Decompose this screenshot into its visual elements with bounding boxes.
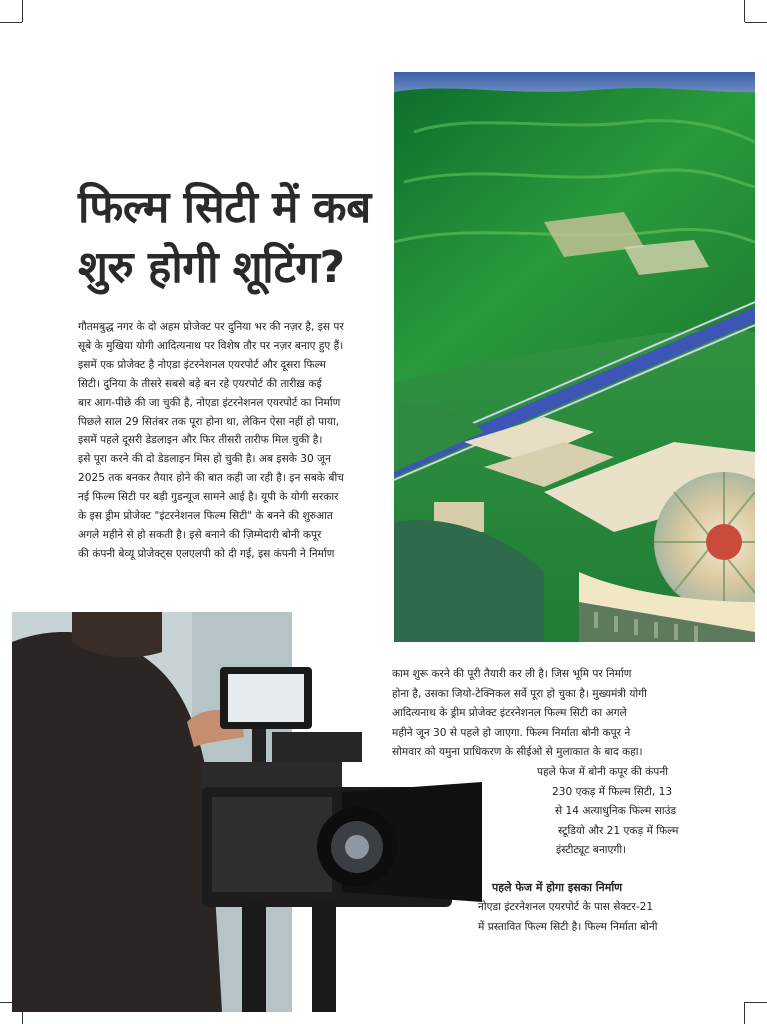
text-line: से 14 अत्याधुनिक फिल्म साउंड bbox=[555, 805, 677, 818]
text-line: महीने जून 30 से पहले हो जाएगा. फिल्म निर्माता बोनी कपूर ने bbox=[392, 726, 631, 739]
crop-mark bbox=[745, 1002, 767, 1003]
text-line: स्टूडियो और 21 एकड़ में फिल्म bbox=[558, 824, 679, 837]
aerial-film-city-image bbox=[394, 72, 755, 642]
title-line: शुरु होगी शूटिंग? bbox=[78, 242, 345, 293]
crop-mark bbox=[0, 22, 22, 23]
text-line: इसमें पहले दूसरी डेडलाइन और फिर तीसरी तारीफ मिल चुकी है। bbox=[78, 434, 323, 447]
text-line: इंस्टीट्यूट बनाएगी। bbox=[556, 844, 627, 857]
text-line: पहले फेज में बोनी कपूर की कंपनी bbox=[537, 765, 668, 778]
text-line: 2025 तक बनकर तैयार होने की बात कही जा रही है। इन सबके बीच bbox=[78, 472, 344, 485]
text-line: इसमें एक प्रोजेक्ट है नोएडा इंटरनेशनल एयरपोर्ट और दूसरा फिल्म bbox=[78, 358, 326, 371]
text-line: नई फिल्म सिटी पर बड़ी गुडन्यूज सामने आई है। यूपी के योगी सरकार bbox=[78, 491, 339, 504]
text-line: की कंपनी बेव्यू प्रोजेक्ट्स एलएलपी को दी गई, इस कंपनी ने निर्माण bbox=[78, 547, 335, 560]
article-column-3 bbox=[478, 898, 658, 937]
crop-mark bbox=[744, 1002, 745, 1024]
text-line: अगले महीने से हो सकती है। इसे बनाने की ज़िम्मेदारी बोनी कपूर bbox=[78, 528, 322, 541]
text-line: सिटी। दुनिया के तीसरे सबसे बड़े बन रहे एयरपोर्ट की तारीख़ कई bbox=[78, 377, 322, 390]
text-line: में प्रस्तावित फिल्म सिटी है। फिल्म निर्माता बोनी bbox=[478, 920, 658, 933]
text-line: नोएडा इंटरनेशनल एयरपोर्ट के पास सेक्टर-21 bbox=[478, 901, 654, 913]
text-line: सोमवार को यमुना प्राधिकरण के सीईओ से मुलाकात के बाद कहा। bbox=[392, 746, 643, 759]
text-line: 230 एकड़ में फिल्म सिटी, 13 bbox=[552, 785, 673, 798]
text-line: सूबे के मुखिया योगी आदित्यनाथ पर विशेष तौर पर नज़र बनाए हुए हैं। bbox=[78, 339, 344, 352]
article-column-2 bbox=[392, 665, 678, 861]
crop-mark bbox=[745, 22, 767, 23]
text-line: के इस ड्रीम प्रोजेक्ट "इंटरनेशनल फिल्म सिटी" के बनने की शुरुआत bbox=[78, 510, 333, 523]
text-line: पिछले साल 29 सितंबर तक पूरा होना था, लेकिन ऐसा नहीं हो पाया, bbox=[78, 415, 340, 428]
article-column-1 bbox=[78, 318, 378, 564]
title-line: फिल्म सिटी में कब bbox=[78, 182, 371, 233]
page-title bbox=[78, 178, 378, 298]
text-line: गौतमबुद्ध नगर के दो अहम प्रोजेक्ट पर दुनिया भर की नज़र है, इस पर bbox=[78, 321, 344, 333]
text-line: होना है, उसका जियो-टेक्निकल सर्वे पूरा हो चुका है। मुख्यमंत्री योगी bbox=[392, 687, 647, 700]
crop-mark bbox=[744, 0, 745, 22]
crop-mark bbox=[22, 0, 23, 22]
section-subhead: पहले फेज में होगा इसका निर्माण bbox=[492, 881, 623, 894]
text-line: बार आग-पीछे की जा चुकी है, नोएडा इंटरनेशनल एयरपोर्ट का निर्माण bbox=[78, 396, 341, 409]
text-line: इसे पूरा करने की दो डेडलाइन मिस हो चुकी है। अब इसके 30 जून bbox=[78, 453, 331, 466]
text-line: आदित्यनाथ के ड्रीम प्रोजेक्ट इंटरनेशनल फिल्म सिटी का अगले bbox=[392, 707, 627, 720]
text-line: काम शुरू करने की पूरी तैयारी कर ली है। जिस भूमि पर निर्माण bbox=[392, 668, 632, 680]
